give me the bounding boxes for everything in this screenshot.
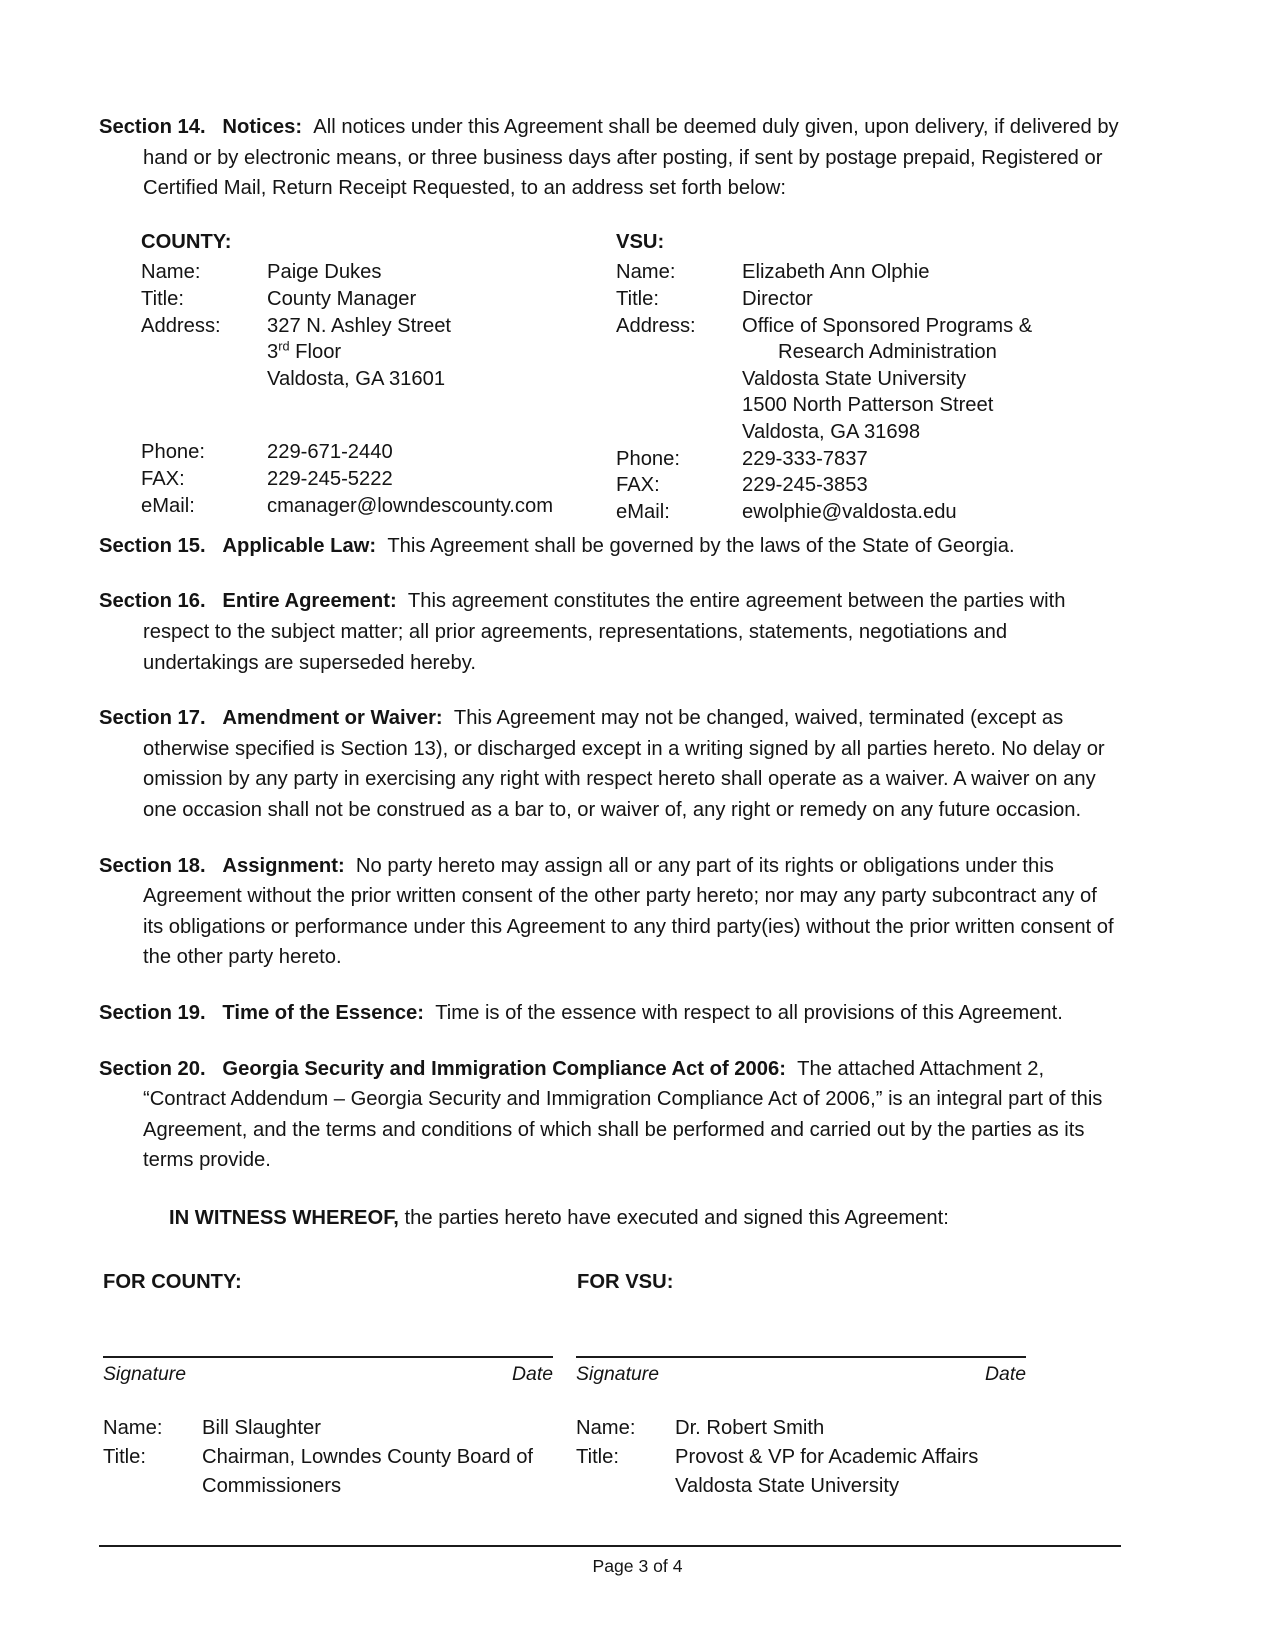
vsu-signer-details <box>576 1414 1026 1500</box>
section-18 <box>99 851 1121 973</box>
vsu-fax-label: FAX: <box>616 474 660 497</box>
vsu-email-row <box>616 499 1106 526</box>
county-phone-row <box>141 439 611 466</box>
page-footer: Page 3 of 4 <box>592 1556 683 1576</box>
section-16-label: Section 16. <box>99 590 206 613</box>
county-email-row <box>141 493 611 520</box>
section-18-heading: Assignment: <box>222 854 345 877</box>
vsu-fax-value: 229-245-3853 <box>742 474 868 497</box>
section-18-body: No party hereto may assign all or any part of its rights or obligations under this Agreement without the prior written consent of the other party hereto; nor may any party subcontract any of its obligations or performance under this Agreement to any third party(ies) without the prior written consent of the other party hereto. <box>143 854 1114 969</box>
county-title-label: Title: <box>141 287 184 310</box>
county-signature-caption-label: Signature <box>103 1363 187 1386</box>
section-17-body: This Agreement may not be changed, waived, terminated (except as otherwise specified is Section 13), or discharged except in a writing signed by all parties hereto. No delay or omission by any party in exercising any right with respect hereto shall operate as a waiver. A waiver on any one occasion shall not be construed as a bar to, or waiver of, any right or remedy on any future occasion. <box>143 707 1105 821</box>
section-20-body: The attached Attachment 2, “Contract Addendum – Georgia Security and Immigration Compliance Act of 2006,” is an integral part of this Agreement, and the terms and conditions of which shall be performed and carried out by the parties as its terms provide. <box>143 1057 1103 1172</box>
county-signer-details <box>103 1414 553 1500</box>
section-20 <box>99 1054 1121 1176</box>
county-signer-title-label: Title: <box>103 1446 146 1469</box>
footer-divider <box>99 1545 1121 1547</box>
county-signer-name-label: Name: <box>103 1417 163 1440</box>
county-name-label: Name: <box>141 261 201 284</box>
county-signer-name-row <box>103 1414 553 1443</box>
vsu-title-row <box>616 286 1106 313</box>
vsu-address-label: Address: <box>616 314 696 337</box>
county-signature-caption <box>103 1358 553 1388</box>
section-19-label: Section 19. <box>99 1001 206 1024</box>
section-15-label: Section 15. <box>99 534 206 557</box>
vsu-title-value: Director <box>742 287 813 310</box>
county-name-row <box>141 259 611 286</box>
county-fax-value: 229-245-5222 <box>267 467 393 490</box>
for-vsu-heading: FOR VSU: <box>577 1271 674 1294</box>
spacer-cell <box>141 366 267 393</box>
county-signature-block <box>103 1356 553 1500</box>
signature-headings <box>99 1271 1121 1305</box>
vsu-phone-row <box>616 446 1106 473</box>
vsu-signature-block <box>576 1356 1026 1500</box>
witness-clause <box>99 1203 1121 1234</box>
vsu-address-row-3 <box>616 366 1106 393</box>
vsu-signer-title-line-1: Provost & VP for Academic Affairs <box>675 1446 979 1469</box>
vsu-address-line-4: 1500 North Patterson Street <box>742 394 994 417</box>
witness-clause-rest: the parties hereto have executed and signed this Agreement: <box>398 1206 949 1229</box>
vsu-signer-name-value: Dr. Robert Smith <box>675 1417 825 1440</box>
vsu-email-value: ewolphie@valdosta.edu <box>742 500 957 523</box>
vsu-phone-label: Phone: <box>616 447 680 470</box>
section-14 <box>99 112 1121 204</box>
section-16-body: This agreement constitutes the entire agreement between the parties with respect to the subject matter; all prior agreements, representations, statements, negotiations and undertakings are superseded hereby. <box>143 590 1066 674</box>
spacer-cell <box>616 366 742 393</box>
section-19 <box>99 998 1121 1029</box>
vsu-address-row-4 <box>616 392 1106 419</box>
vsu-signature-caption <box>576 1358 1026 1388</box>
section-15-heading: Applicable Law: <box>222 534 377 557</box>
county-signer-title-line-2: Commissioners <box>202 1474 342 1497</box>
section-17-label: Section 17. <box>99 707 206 730</box>
vsu-address-row <box>616 313 1106 340</box>
county-name-value: Paige Dukes <box>267 261 382 284</box>
section-16 <box>99 586 1121 678</box>
county-header: COUNTY: <box>141 230 232 253</box>
vsu-signature-caption-label: Signature <box>576 1363 660 1386</box>
vsu-address-line-3: Valdosta State University <box>742 367 967 390</box>
county-address-row-3 <box>141 366 611 393</box>
county-contact-column <box>141 229 611 519</box>
spacer-cell <box>616 419 742 446</box>
county-title-value: County Manager <box>267 287 417 310</box>
page-content <box>99 112 1121 1586</box>
section-15 <box>99 531 1121 562</box>
vsu-name-label: Name: <box>616 261 676 284</box>
county-phone-value: 229-671-2440 <box>267 441 393 464</box>
county-email-value: cmanager@lowndescounty.com <box>267 494 554 517</box>
for-county-heading: FOR COUNTY: <box>103 1271 242 1294</box>
vsu-signer-name-label: Name: <box>576 1417 636 1440</box>
county-signer-title-line-1: Chairman, Lowndes County Board of <box>202 1446 534 1469</box>
section-14-heading: Notices: <box>222 116 303 138</box>
county-date-caption-label: Date <box>512 1363 553 1386</box>
county-block-spacer <box>141 392 611 439</box>
vsu-address-row-2 <box>616 339 1106 366</box>
section-14-body: All notices under this Agreement shall be deemed duly given, upon delivery, if delivered by hand or by electronic means, or three business days after posting, if sent by postage prepaid, Registered or Certified Mail, Return Receipt Requested, to an address set forth below: <box>143 116 1119 200</box>
vsu-name-value: Elizabeth Ann Olphie <box>742 261 930 284</box>
county-signer-title-row <box>103 1443 553 1472</box>
county-fax-label: FAX: <box>141 467 185 490</box>
section-16-heading: Entire Agreement: <box>222 590 397 613</box>
vsu-address-line-5: Valdosta, GA 31698 <box>742 420 921 443</box>
county-phone-label: Phone: <box>141 441 205 464</box>
section-20-heading: Georgia Security and Immigration Compliance Act of 2006: <box>222 1057 786 1080</box>
section-19-heading: Time of the Essence: <box>222 1001 424 1024</box>
county-address-row <box>141 313 611 340</box>
section-17-heading: Amendment or Waiver: <box>222 707 443 730</box>
county-fax-row <box>141 466 611 493</box>
section-18-label: Section 18. <box>99 854 206 877</box>
section-15-body: This Agreement shall be governed by the laws of the State of Georgia. <box>387 534 1015 557</box>
county-address-line-3: Valdosta, GA 31601 <box>267 367 446 390</box>
spacer-cell <box>616 392 742 419</box>
vsu-address-line-2: Research Administration <box>778 341 997 364</box>
vsu-date-caption-label: Date <box>985 1363 1026 1386</box>
county-address-row-2 <box>141 339 611 366</box>
vsu-address-line-1: Office of Sponsored Programs & <box>742 314 1033 337</box>
county-address-line-2 <box>267 339 611 366</box>
section-19-body: Time is of the essence with respect to all provisions of this Agreement. <box>435 1001 1063 1024</box>
signature-blocks <box>99 1356 1121 1586</box>
notices-contact-block <box>99 229 1121 531</box>
county-email-label: eMail: <box>141 494 195 517</box>
county-signer-name-value: Bill Slaughter <box>202 1417 321 1440</box>
county-title-row <box>141 286 611 313</box>
floor-number: 3 <box>267 341 279 364</box>
vsu-signer-title-line-2: Valdosta State University <box>675 1474 900 1497</box>
vsu-name-row <box>616 259 1106 286</box>
vsu-email-label: eMail: <box>616 500 670 523</box>
vsu-contact-column <box>616 229 1106 526</box>
floor-word: Floor <box>289 341 342 364</box>
vsu-signer-name-row <box>576 1414 1026 1443</box>
county-address-label: Address: <box>141 314 221 337</box>
section-14-label: Section 14. <box>99 116 206 138</box>
vsu-address-row-5 <box>616 419 1106 446</box>
spacer-cell <box>616 339 742 366</box>
section-17 <box>99 703 1121 825</box>
section-20-label: Section 20. <box>99 1057 206 1080</box>
vsu-phone-value: 229-333-7837 <box>742 447 868 470</box>
vsu-signer-title-label: Title: <box>576 1446 619 1469</box>
vsu-header: VSU: <box>616 230 665 253</box>
vsu-title-label: Title: <box>616 287 659 310</box>
witness-clause-bold: IN WITNESS WHEREOF, <box>169 1206 399 1229</box>
vsu-signer-title-row <box>576 1443 1026 1472</box>
vsu-fax-row <box>616 472 1106 499</box>
spacer-cell <box>141 339 267 366</box>
floor-ordinal-suffix: rd <box>278 338 290 354</box>
county-address-line-1: 327 N. Ashley Street <box>267 314 452 337</box>
